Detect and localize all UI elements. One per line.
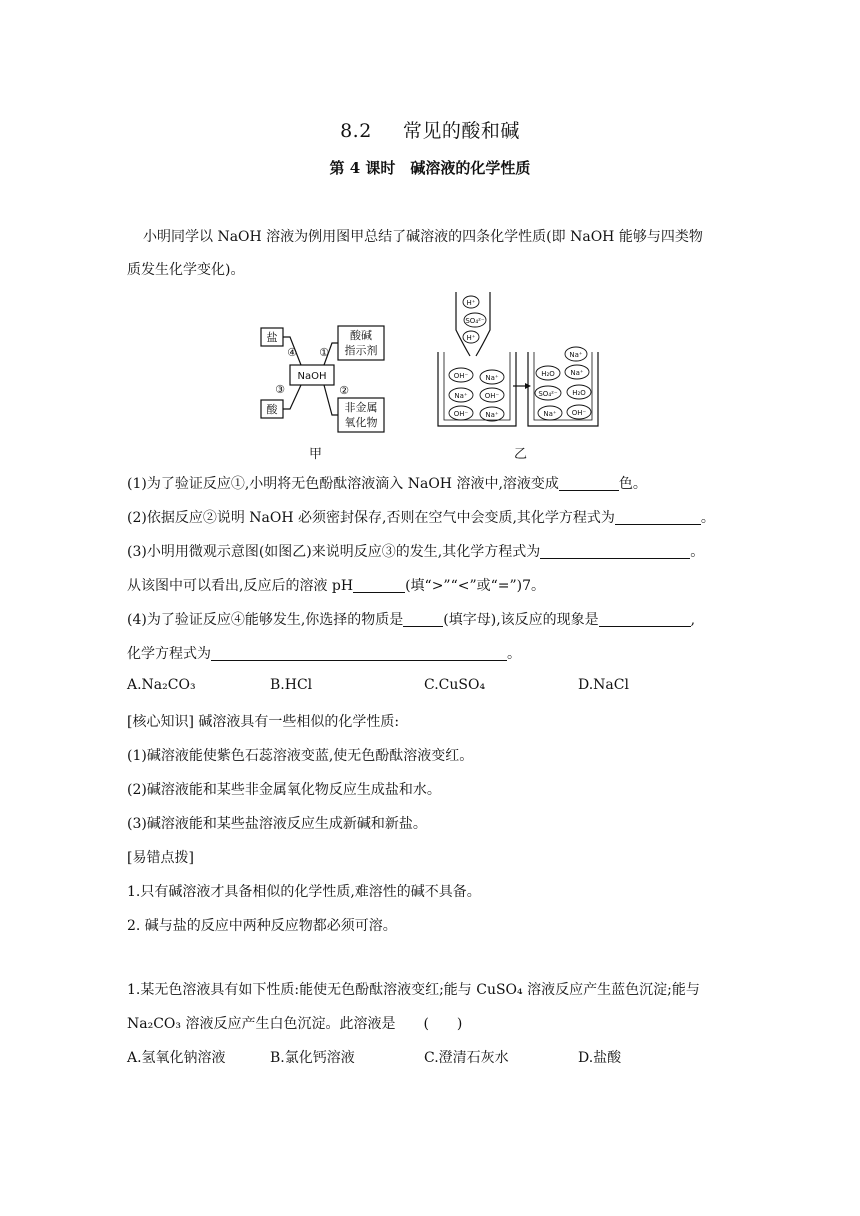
num-4: ④ <box>287 346 297 359</box>
intro-line-2: 质发生化学变化)。 <box>127 262 245 278</box>
num-1: ① <box>319 346 329 359</box>
ex1-option-a[interactable]: A.氢氧化钠溶液 <box>127 1050 226 1066</box>
right-ion-3: Na⁺ <box>570 369 584 377</box>
left-ion-2: Na⁺ <box>485 374 499 382</box>
answer-blank-4c[interactable] <box>211 646 507 661</box>
mistakes-heading: [易错点拨] <box>127 850 194 866</box>
question-2: (2)依据反应②说明 NaOH 必须密封保存,否则在空气中会变质,其化学方程式为 。 <box>127 510 715 526</box>
q4-option-c[interactable]: C.CuSO₄ <box>424 677 486 693</box>
answer-blank-3[interactable] <box>540 544 690 559</box>
exercise-1-line-2: Na₂CO₃ 溶液反应产生白色沉淀。此溶液是 ( ) <box>127 1016 463 1032</box>
q4-option-a[interactable]: A.Na₂CO₃ <box>127 677 196 693</box>
label-naoh: NaOH <box>297 371 327 382</box>
mistakes-point-1: 1.只有碱溶液才具备相似的化学性质,难溶性的碱不具备。 <box>127 884 481 900</box>
answer-blank-ph[interactable] <box>353 578 405 593</box>
right-ion-2: H₂O <box>541 370 555 378</box>
num-3: ③ <box>275 383 285 396</box>
core-heading: [核心知识] 碱溶液具有一些相似的化学性质: <box>127 714 400 730</box>
right-ion-4: SO₄²⁻ <box>538 390 558 398</box>
left-ion-4: OH⁻ <box>484 392 500 400</box>
exercise-1-line-1: 1.某无色溶液具有如下性质:能使无色酚酞溶液变红;能与 CuSO₄ 溶液反应产生蓝色沉淀;能与 <box>127 982 700 998</box>
right-ion-5: H₂O <box>572 389 586 397</box>
figure-yi-caption: 乙 <box>514 447 528 462</box>
question-4: (4)为了验证反应④能够发生,你选择的物质是 (填字母),该反应的现象是 , <box>127 612 696 628</box>
right-ion-6: Na⁺ <box>543 410 557 418</box>
ex1-option-d[interactable]: D.盐酸 <box>578 1050 622 1066</box>
answer-blank-2[interactable] <box>615 510 701 525</box>
label-acid: 酸 <box>266 403 278 416</box>
question-1: (1)为了验证反应①,小明将无色酚酞溶液滴入 NaOH 溶液中,溶液变成 色。 <box>127 476 647 492</box>
question-3: (3)小明用微观示意图(如图乙)来说明反应③的发生,其化学方程式为 。 <box>127 544 705 560</box>
label-salt: 盐 <box>266 331 278 344</box>
label-oxide-2: 氧化物 <box>344 416 378 429</box>
title-text: 常见的酸和碱 <box>402 120 520 142</box>
core-point-2: (2)碱溶液能和某些非金属氧化物反应生成盐和水。 <box>127 782 441 798</box>
left-ion-5: OH⁻ <box>453 410 469 418</box>
mistakes-point-2: 2. 碱与盐的反应中两种反应物都必须可溶。 <box>127 918 397 934</box>
drop-ion-1: H⁺ <box>466 299 476 307</box>
core-point-1: (1)碱溶液能使紫色石蕊溶液变蓝,使无色酚酞溶液变红。 <box>127 748 474 764</box>
figure-yi-diagram <box>434 290 604 432</box>
drop-ion-2: SO₄²⁻ <box>465 317 485 325</box>
left-ion-1: OH⁻ <box>453 372 469 380</box>
left-ion-6: Na⁺ <box>485 411 499 419</box>
figure-jia-diagram <box>258 318 394 436</box>
figure-jia-caption: 甲 <box>309 447 323 462</box>
page-subtitle: 第 4 课时 碱溶液的化学性质 <box>329 159 531 177</box>
label-indicator-2: 指示剂 <box>344 344 378 357</box>
num-2: ② <box>339 384 349 397</box>
q4-option-b[interactable]: B.HCl <box>270 677 313 693</box>
title-number: 8.2 <box>340 120 372 142</box>
label-indicator-1: 酸碱 <box>350 329 372 342</box>
answer-blank-4a[interactable] <box>403 612 443 627</box>
label-oxide-1: 非金属 <box>344 401 378 414</box>
intro-line-1: 小明同学以 NaOH 溶液为例用图甲总结了碱溶液的四条化学性质(即 NaOH 能够与四类物 <box>143 229 703 245</box>
question-3-ph: 从该图中可以看出,反应后的溶液 pH (填“>”“<”或“=”)7。 <box>127 578 546 594</box>
question-4-equation: 化学方程式为 。 <box>127 646 521 662</box>
core-point-3: (3)碱溶液能和某些盐溶液反应生成新碱和新盐。 <box>127 816 427 832</box>
page-title <box>0 116 860 143</box>
drop-ion-3: H⁺ <box>466 334 476 342</box>
q4-option-d[interactable]: D.NaCl <box>578 677 629 693</box>
answer-blank-1[interactable] <box>559 476 619 491</box>
ex1-option-c[interactable]: C.澄清石灰水 <box>424 1050 509 1066</box>
right-ion-7: OH⁻ <box>571 409 587 417</box>
left-ion-3: Na⁺ <box>454 392 468 400</box>
answer-blank-4b[interactable] <box>599 612 691 627</box>
ex1-option-b[interactable]: B.氯化钙溶液 <box>270 1050 355 1066</box>
right-ion-1: Na⁺ <box>569 351 583 359</box>
